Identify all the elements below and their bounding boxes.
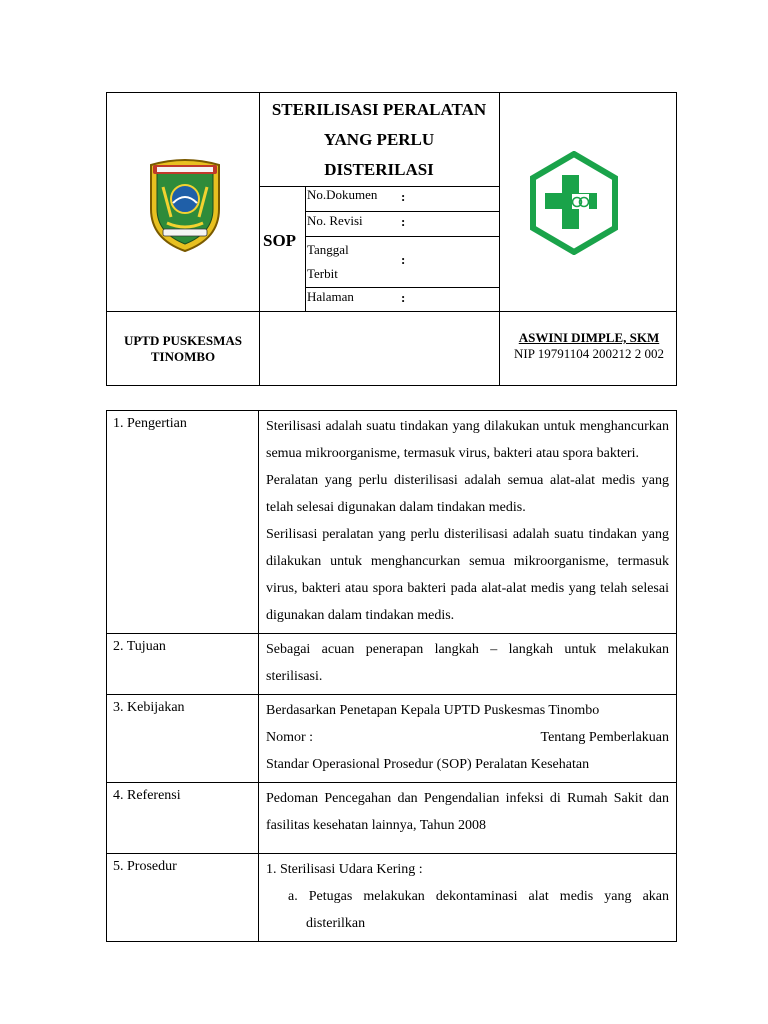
issue-date-label: Tanggal Terbit <box>307 242 349 281</box>
signer-name: ASWINI DIMPLE, SKM <box>518 330 660 345</box>
page-value: : <box>401 290 406 305</box>
section-label: 1. Pengertian <box>107 411 259 634</box>
table-row <box>107 634 677 695</box>
table-row <box>107 783 677 854</box>
section-body <box>259 854 677 942</box>
table-row <box>107 854 677 942</box>
revision-value: : <box>401 214 406 229</box>
sop-label: SOP <box>263 231 297 250</box>
paragraph: Standar Operasional Prosedur (SOP) Peralatan Kesehatan <box>266 757 590 772</box>
section-body <box>259 695 677 783</box>
issue-date-value: : <box>401 252 406 267</box>
signer-nip: NIP 19791104 200212 2 002 <box>514 346 664 361</box>
paragraph: Peralatan yang perlu disterilisasi adalah semua alat-alat medis yang telah selesai digunakan dalam tindakan medis. <box>266 473 669 515</box>
nomor-line <box>266 724 669 751</box>
sop-content-table <box>106 410 677 942</box>
section-label: 3. Kebijakan <box>107 695 259 783</box>
paragraph: Sterilisasi adalah suatu tindakan yang dilakukan untuk menghancurkan semua mikroorganisme, termasuk virus, bakteri atau spora bakteri. <box>266 419 669 461</box>
tentang-text: Tentang Pemberlakuan <box>540 730 669 745</box>
sop-header-table <box>106 92 677 386</box>
table-row <box>107 411 677 634</box>
section-body <box>259 411 677 634</box>
organization-name: UPTD PUSKESMAS TINOMBO <box>123 333 243 364</box>
revision-label: No. Revisi <box>307 213 363 228</box>
divider <box>305 211 499 212</box>
divider <box>259 186 499 187</box>
nomor-text: Nomor : <box>266 730 314 745</box>
doc-number-label: No.Dokumen <box>307 187 378 202</box>
divider <box>305 186 306 311</box>
section-label: 5. Prosedur <box>107 854 259 942</box>
section-body: Pedoman Pencegahan dan Pengendalian infeksi di Rumah Sakit dan fasilitas kesehatan lainnya, Tahun 2008 <box>259 783 677 854</box>
list-item: 1. Sterilisasi Udara Kering : <box>266 862 423 877</box>
table-row <box>107 695 677 783</box>
list-item: a. Petugas melakukan dekontaminasi alat medis yang akan disterilkan <box>288 889 669 931</box>
divider <box>305 236 499 237</box>
regency-emblem-icon <box>145 157 225 253</box>
section-label: 2. Tujuan <box>107 634 259 695</box>
paragraph: Serilisasi peralatan yang perlu disterilisasi adalah suatu tindakan yang dilakukan untuk menghancurkan semua mikroorganisme, termasuk virus, bakteri atau spora bakteri pada alat-alat medis yang telah selesai digunakan dalam tindakan medis. <box>266 527 669 623</box>
doc-number-value: : <box>401 189 406 204</box>
divider <box>107 311 676 312</box>
page-label: Halaman <box>307 289 354 304</box>
signer-block <box>500 329 678 361</box>
section-body: Sebagai acuan penerapan langkah – langkah untuk melakukan sterilisasi. <box>259 634 677 695</box>
section-label: 4. Referensi <box>107 783 259 854</box>
document-title: STERILISASI PERALATAN YANG PERLU DISTERILASI <box>271 100 487 179</box>
divider <box>305 287 499 288</box>
paragraph: Berdasarkan Penetapan Kepala UPTD Puskesmas Tinombo <box>266 703 600 718</box>
puskesmas-logo-icon <box>529 151 619 255</box>
